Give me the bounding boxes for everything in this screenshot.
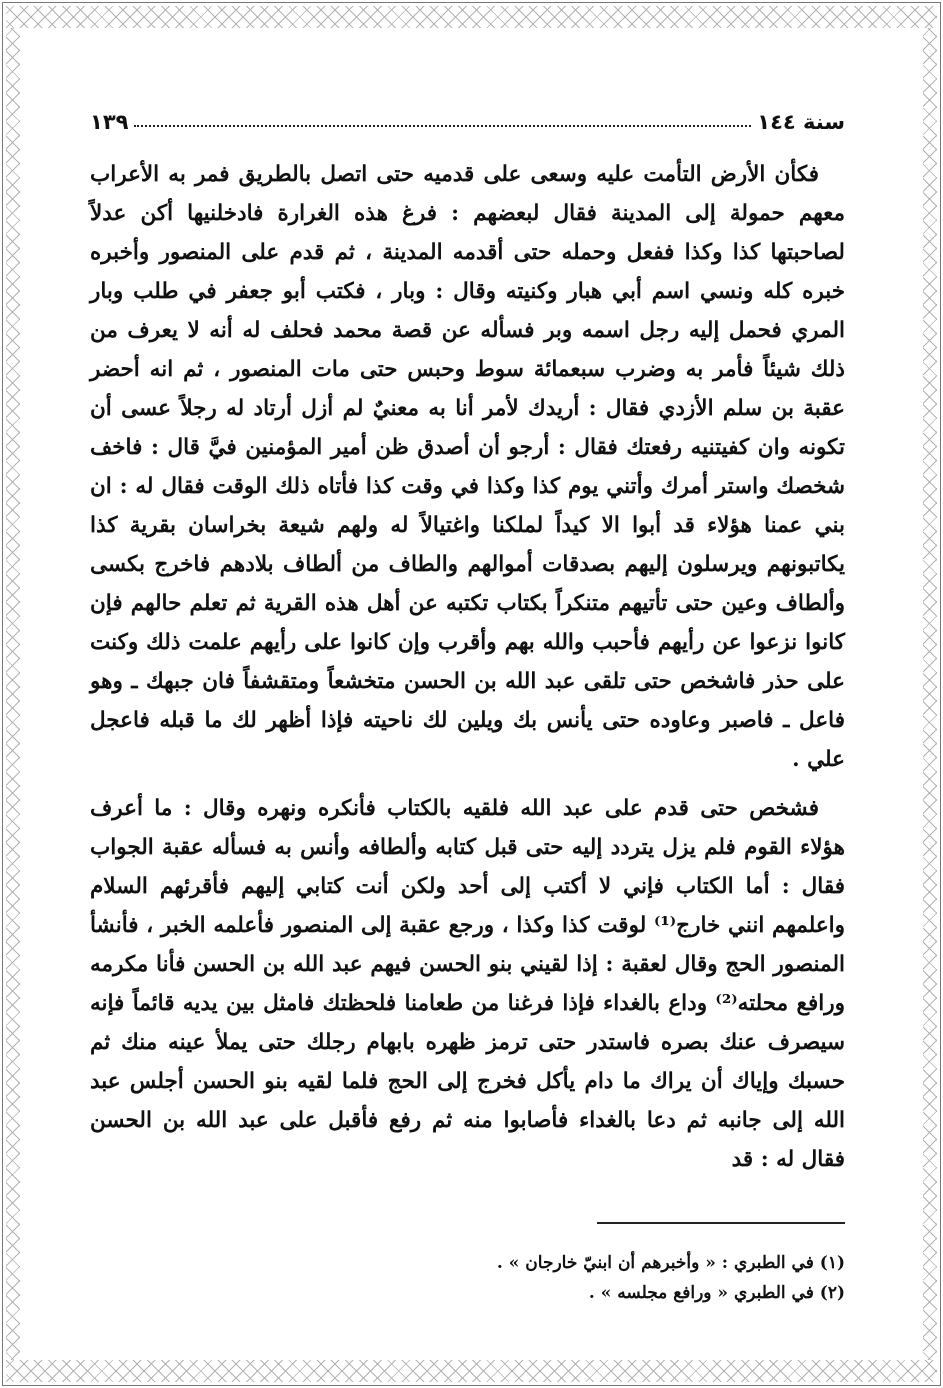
header-dot-leader	[134, 125, 751, 127]
paragraph-2: فشخص حتى قدم على عبد الله فلقيه بالكتاب فأنكره ونهره وقال : ما أعرف هؤلاء القوم فلم يزل يتردد إليه حتى قبل كتابه وألطافه وأنس به فسأله عقبة الجواب فقال : أما الكتاب فإني لا أكتب إلى أحد ولكن أنت كتابي إليهم فأقرئهم السلام واعلمهم انني خارج⁽¹⁾ لوقت كذا وكذا ، ورجع عقبة إلى المنصور فأعلمه الخبر ، فأنشأ المنصور الحج وقال لعقبة : إذا لقيني بنو الحسن فيهم عبد الله بن الحسن فأنا مكرمه ورافع محلته⁽²⁾ وداع بالغداء فإذا فرغنا من طعامنا فلحظتك فامثل بين يديه قائماً فإنه سيصرف عنك بصره فاستدر حتى ترمز ظهره بابهام رجلك حتى يملأ عينه منك ثم حسبك وإياك أن يراك ما دام يأكل فخرج إلى الحج فلما لقيه بنو الحسن أجلس عبد الله إلى جانبه ثم دعا بالغداء فأصابوا منه ثم رفع فأقبل على عبد الله بن الحسن فقال له : قد	[90, 796, 846, 1172]
footnote-2: (٢) في الطبري « ورافع مجلسه » .	[588, 1283, 845, 1303]
footnote-1: (١) في الطبري : « وأخبرهم أن ابنيّ خارجان » .	[496, 1253, 845, 1273]
footnotes	[90, 1248, 845, 1308]
running-header	[90, 100, 845, 134]
main-text	[90, 155, 845, 1179]
decorative-border-left	[6, 28, 20, 1360]
header-year: سنة ١٤٤	[757, 110, 845, 134]
decorative-border-right	[923, 28, 937, 1360]
paragraph-1: فكأن الأرض التأمت عليه وسعى على قدميه حتى اتصل بالطريق فمر به الأعراب معهم حمولة إلى المدينة فقال لبعضهم : فرغ هذه الغرارة فادخلنيها أكن عدلاً لصاحبتها كذا وكذا ففعل وحمله حتى أقدمه المدينة ، ثم قدم على المنصور وأخبره خبره كله ونسي اسم أبي هبار وكنيته وقال : وبار ، فكتب أبو جعفر في طلب وبار المري فحمل إليه رجل اسمه وبر فسأله عن قصة محمد فحلف له أنه لا يعرف من ذلك شيئاً فأمر به وضرب سبعمائة سوط وحبس حتى مات المنصور ، ثم انه أحضر عقبة بن سلم الأزدي فقال : أريدك لأمر أنا به معنيٌ لم أزل أرتاد له رجلاً عسى أن تكونه وان كفيتنيه رفعتك فقال : أرجو أن أصدق ظن أمير المؤمنين فيَّ قال : فاخف شخصك واستر أمرك وأتني يوم كذا وكذا في وقت كذا فأتاه ذلك الوقت فقال له : ان بني عمنا هؤلاء قد أبوا الا كيداً لملكنا واغتيالاً له ولهم شيعة بخراسان بقرية كذا يكاتبونهم ويرسلون إليهم بصدقات أموالهم والطاف من ألطاف بلادهم فاخرج بكسى وألطاف وعين حتى تأتيهم متنكراً بكتاب تكتبه عن أهل هذه القرية ثم تعلم حالهم فإن كانوا نزعوا عن رأيهم فأحبب والله بهم وأقرب وإن كانوا على رأيهم علمت ذلك وكنت على حذر فاشخص حتى تلقى عبد الله بن الحسن متخشعاً ومتقشفاً فان جبهك ـ وهو فاعل ـ فاصبر وعاوده حتى يأنس بك ويلين لك ناحيته فإذا أظهر لك ما قبله فاعجل علي .	[90, 162, 845, 772]
page-number: ١٣٩	[90, 110, 129, 134]
decorative-border-bottom	[6, 1360, 937, 1382]
decorative-border-top	[6, 6, 937, 28]
footnote-separator	[597, 1222, 845, 1224]
